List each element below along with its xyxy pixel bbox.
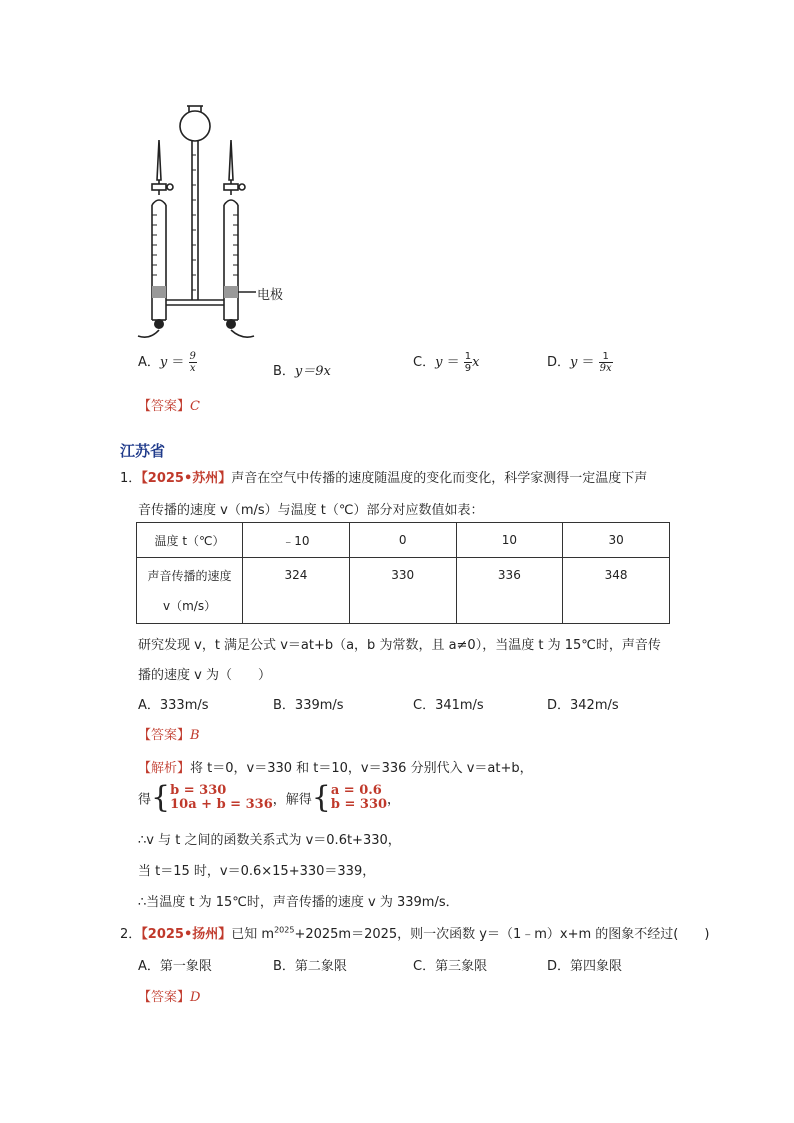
q2-stem: 2．【2025•扬州】已知 $m^{2025}+2025m=2025$，则一次函数 y＝（1﹣m）x+m 的图象不经过( ) <box>120 925 710 942</box>
q1-option-c: C．341m/s <box>413 698 484 713</box>
table-cell: 348 <box>563 558 670 624</box>
q1-option-a: A．333m/s <box>138 698 209 713</box>
speed-temperature-table <box>136 522 670 624</box>
q1-stem-line1: 1．【2025•苏州】声音在空气中传播的速度随温度的变化而变化，科学家测得一定温度下声 <box>120 471 648 486</box>
table-cell: 336 <box>456 558 563 624</box>
electrolysis-apparatus-figure <box>130 100 300 340</box>
q1-after-line1: 研究发现 v，t 满足公式 v＝at+b（a，b 为常数，且 a≠0），当温度 t 为 15℃时，声音传 <box>138 638 661 653</box>
prev-option-b: B．y＝9x <box>273 364 331 379</box>
table-cell: ﹣10 <box>243 523 350 558</box>
q1-after-line2: 播的速度 v 为（ ） <box>138 668 271 683</box>
section-title: 江苏省 <box>120 442 166 460</box>
q2-option-c: C．第三象限 <box>413 959 488 974</box>
table-cell: 30 <box>563 523 670 558</box>
q2-option-a: A．第一象限 <box>138 959 212 974</box>
prev-answer: 【答案】C <box>138 399 200 414</box>
question-number: 2． <box>120 927 142 942</box>
q1-stem-line2: 音传播的速度 v（m/s）与温度 t（℃）部分对应数值如表： <box>138 503 484 518</box>
prev-option-d: D．y ＝ $\frac{1}{9x}$ <box>547 351 612 374</box>
q2-answer: 【答案】D <box>138 990 201 1005</box>
source-tag: 【2025•扬州】 <box>141 927 232 942</box>
q2-option-d: D．第四象限 <box>547 959 623 974</box>
equation-solution: a = 0.6 b = 330 <box>330 783 388 812</box>
equation-system: b = 330 10a + b = 336 <box>170 783 273 812</box>
q1-option-d: D．342m/s <box>547 698 619 713</box>
fraction: $\frac{1}{9x}$ <box>599 351 612 374</box>
q1-analysis-line1: 【解析】将 t＝0，v＝330 和 t＝10，v＝336 分别代入 v＝at+b， <box>138 761 533 776</box>
q1-answer: 【答案】B <box>138 728 200 743</box>
q1-option-b: B．339m/s <box>273 698 344 713</box>
q1-analysis-system: 得{ b = 330 10a + b = 336 ，解得{ a = 0.6 b = 330 ， <box>138 780 401 815</box>
q2-option-b: B．第二象限 <box>273 959 347 974</box>
q1-analysis-line5: ∴当温度 t 为 15℃时，声音传播的速度 v 为 339m/s． <box>138 895 459 910</box>
table-cell: 324 <box>243 558 350 624</box>
table-row-header: 温度 t（℃） <box>137 523 243 558</box>
electrode-label: 电极 <box>257 288 284 303</box>
question-number: 1． <box>120 471 142 486</box>
source-tag: 【2025•苏州】 <box>141 471 232 486</box>
option-letter: A． <box>138 355 160 370</box>
fraction: $\frac{1}{9}$ <box>464 351 472 374</box>
table-cell: 0 <box>349 523 456 558</box>
table-cell: 10 <box>456 523 563 558</box>
table-cell: 330 <box>349 558 456 624</box>
q1-analysis-line4: 当 t＝15 时，v＝0.6×15+330＝339， <box>138 864 376 879</box>
table-row-header: 声音传播的速度 v（m/s） <box>137 558 243 624</box>
prev-option-c: C．y ＝ $\frac{1}{9}$ x <box>413 351 480 374</box>
prev-option-a: A．y ＝ $\frac{9}{x}$ <box>138 351 196 374</box>
q1-analysis-line3: ∴v 与 t 之间的函数关系式为 v＝0.6t+330， <box>138 833 401 848</box>
fraction: $\frac{9}{x}$ <box>189 351 196 374</box>
